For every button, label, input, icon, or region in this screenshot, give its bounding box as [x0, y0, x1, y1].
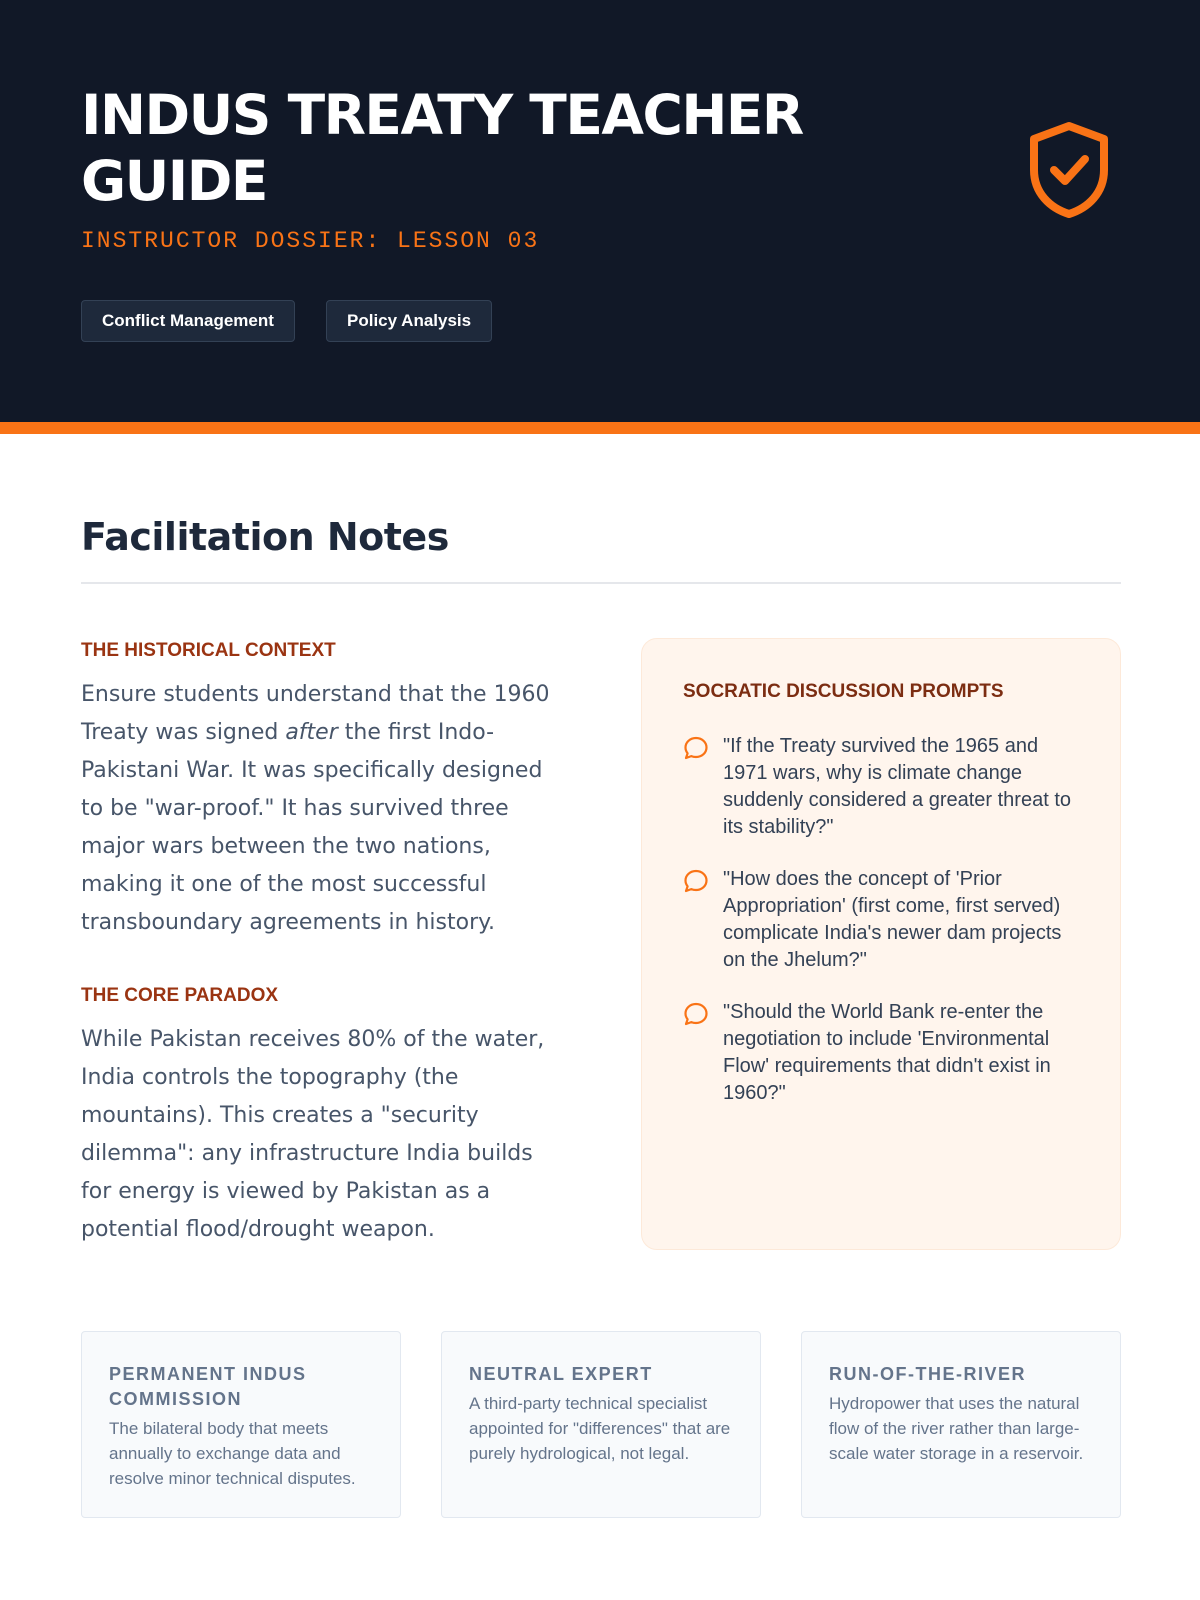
- page-subtitle: INSTRUCTOR DOSSIER: LESSON 03: [81, 228, 540, 254]
- prompt-text: "Should the World Bank re-enter the negotiation to include 'Environmental Flow' requirements that didn't exist in 1960?": [723, 1001, 1051, 1104]
- page-title: INDUS TREATY TEACHER GUIDE: [81, 83, 803, 213]
- section-divider: [81, 582, 1121, 584]
- glossary-definition: A third-party technical specialist appointed for "differences" that are purely hydrological, not legal.: [469, 1394, 731, 1463]
- discussion-prompts-panel: [641, 638, 1121, 1250]
- glossary-card-run-of-the-river: [801, 1331, 1121, 1518]
- glossary-term: RUN-OF-THE-RIVER: [829, 1364, 1026, 1384]
- chat-bubble-icon: [683, 868, 709, 894]
- prompt-text: "If the Treaty survived the 1965 and 1971 wars, why is climate change suddenly considered a greater threat to its stability?": [723, 735, 1071, 838]
- header: [0, 0, 1200, 422]
- glossary-definition: Hydropower that uses the natural flow of the river rather than large-scale water storage in a reservoir.: [829, 1394, 1084, 1463]
- chat-bubble-icon: [683, 1001, 709, 1027]
- tag-conflict-management: Conflict Management: [81, 300, 295, 342]
- glossary-definition: The bilateral body that meets annually to exchange data and resolve minor technical disputes.: [109, 1419, 356, 1488]
- tag-policy-analysis: Policy Analysis: [326, 300, 492, 342]
- emphasis-text: after: [285, 720, 338, 745]
- chat-bubble-icon: [683, 735, 709, 761]
- core-paradox-label: THE CORE PARADOX: [81, 985, 279, 1006]
- shield-check-icon: [1026, 120, 1112, 218]
- historical-context-label: THE HISTORICAL CONTEXT: [81, 640, 336, 661]
- prompts-title: SOCRATIC DISCUSSION PROMPTS: [683, 681, 1004, 702]
- section-title: Facilitation Notes: [81, 515, 449, 559]
- historical-context-text: Ensure students understand that the 1960 Treaty was signed after the first Indo-Pakistani War. It was specifically designed to be "war-proof." It has survived three major wars between the two nations, making it one of the most successful transboundary agreements in history.: [81, 682, 550, 935]
- prompt-text: "How does the concept of 'Prior Appropriation' (first come, first served) complicate India's newer dam projects on the Jhelum?": [723, 868, 1062, 971]
- glossary-card-neutral-expert: [441, 1331, 761, 1518]
- glossary-card-permanent-indus-commission: [81, 1331, 401, 1518]
- header-accent-bar: [0, 422, 1200, 434]
- glossary-term: NEUTRAL EXPERT: [469, 1364, 653, 1384]
- glossary-term: PERMANENT INDUS COMMISSION: [109, 1364, 307, 1409]
- core-paradox-text: While Pakistan receives 80% of the water, India controls the topography (the mountains). This creates a "security dilemma": any infrastructure India builds for energy is viewed by Pakistan as a potential flood/drought weapon.: [81, 1027, 545, 1242]
